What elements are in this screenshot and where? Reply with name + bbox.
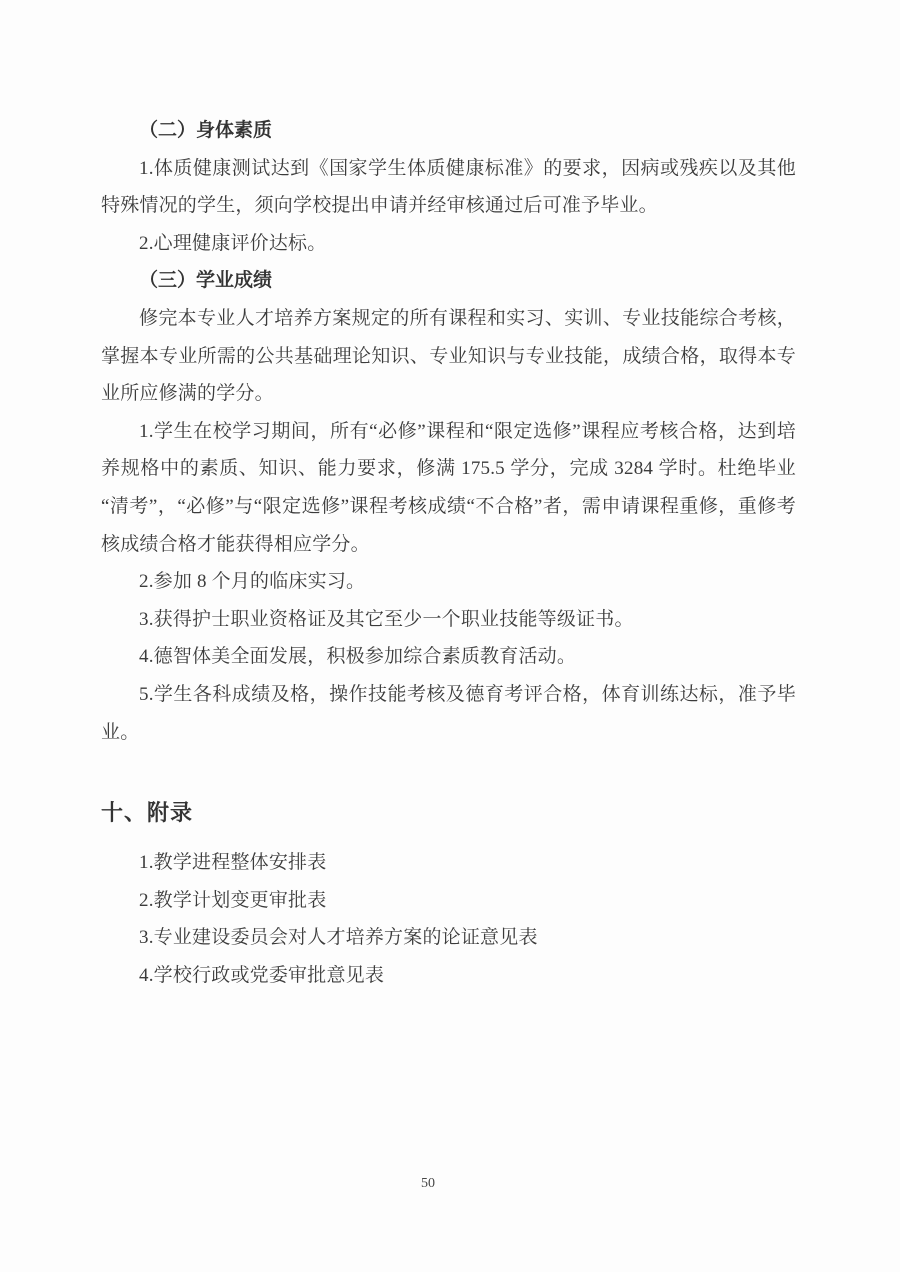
paragraph-nurse-certificate: 3.获得护士职业资格证及其它至少一个职业技能等级证书。 — [139, 608, 634, 630]
appendix-item-committee-review: 3.专业建设委员会对人才培养方案的论证意见表 — [139, 927, 538, 949]
paragraph-mental-health: 2.心理健康评价达标。 — [139, 232, 327, 254]
page-number: 50 — [421, 1176, 435, 1191]
paragraph-physical-test: 1.体质健康测试达到《国家学生体质健康标准》的要求，因病或残疾以及其他特殊情况的学生，须向学校提出申请并经审核通过后可准予毕业。 — [101, 157, 796, 217]
section-heading-physical-quality: （二）身体素质 — [139, 120, 273, 141]
paragraph-graduation-criteria: 5.学生各科成绩及格，操作技能考核及德育考评合格，体育训练达标，准予毕业。 — [101, 683, 796, 743]
page-content — [101, 112, 796, 994]
appendix-item-plan-change-form: 2.教学计划变更审批表 — [139, 889, 327, 911]
appendix-item-approval-form: 4.学校行政或党委审批意见表 — [139, 964, 385, 986]
appendix-item-teaching-schedule: 1.教学进程整体安排表 — [139, 852, 327, 874]
section-heading-appendix: 十、附录 — [101, 800, 194, 826]
paragraph-credit-requirements: 1.学生在校学习期间，所有“必修”课程和“限定选修”课程应考核合格，达到培养规格中的素质、知识、能力要求，修满 175.5 学分，完成 3284 学时。杜绝毕业“清考”，“必修”与“限定选修”课程考核成绩“不合格”者，需申请课程重修，重修考核成绩合格才能获得相应学分。 — [101, 420, 796, 555]
section-heading-academic-record: （三）学业成绩 — [139, 270, 273, 292]
paragraph-clinical-practice: 2.参加 8 个月的临床实习。 — [139, 571, 366, 593]
page-footer — [0, 1174, 856, 1192]
paragraph-course-completion: 修完本专业人才培养方案规定的所有课程和实习、实训、专业技能综合考核，掌握本专业所需的公共基础理论知识、专业知识与专业技能，成绩合格，取得本专业所应修满的学分。 — [101, 307, 796, 405]
paragraph-overall-development: 4.德智体美全面发展，积极参加综合素质教育活动。 — [139, 646, 577, 668]
